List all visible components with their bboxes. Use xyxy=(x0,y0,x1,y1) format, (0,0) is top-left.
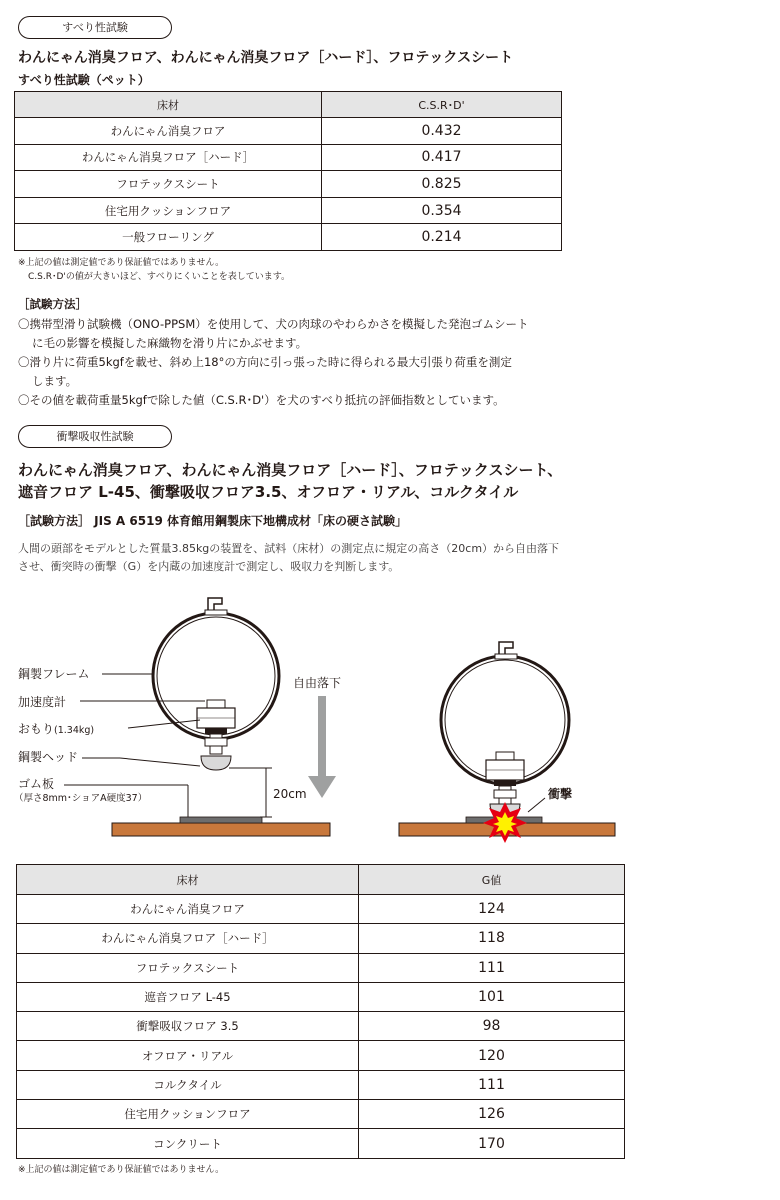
column-header-material: 床材 xyxy=(17,865,359,895)
table-row xyxy=(17,953,625,982)
impact-results-table xyxy=(16,864,625,1159)
impact-note: ※上記の値は測定値であり保証値ではありません。 xyxy=(18,1165,225,1175)
rubber-sheet xyxy=(180,817,262,823)
slip-method-line: 〇滑り片に荷重5kgfを載せ、斜め上18°の方向に引っ張った時に得られる最大引張り荷重を測定 xyxy=(18,355,512,369)
label-steel-head: 鋼製ヘッド xyxy=(18,750,79,764)
slip-section-subtitle: すべり性試験（ペット） xyxy=(18,73,150,87)
material-cell: 一般フローリング xyxy=(15,224,322,251)
label-weight xyxy=(18,720,94,737)
value-cell: 111 xyxy=(359,953,625,982)
apparatus-at-impact xyxy=(399,642,615,843)
slip-method-line: に毛の影響を模擬した麻織物を滑り片にかぶせます。 xyxy=(32,336,308,350)
table-row xyxy=(15,171,562,198)
table-row xyxy=(17,924,625,953)
material-cell: 遮音フロア L-45 xyxy=(17,982,359,1011)
slip-results-table xyxy=(14,91,562,251)
slip-note-2: C.S.R･D'の値が大きいほど、すべりにくいことを表しています。 xyxy=(28,272,290,282)
material-cell: 衝撃吸収フロア 3.5 xyxy=(17,1012,359,1041)
label-free-fall: 自由落下 xyxy=(293,676,342,690)
slip-method-line: 〇その値を載荷重量5kgfで除した値（C.S.R･D'）を犬のすべり抵抗の評価指数としています。 xyxy=(18,393,505,407)
table-row xyxy=(17,1129,625,1158)
material-cell: フロテックスシート xyxy=(15,171,322,198)
value-cell: 111 xyxy=(359,1070,625,1099)
value-cell: 170 xyxy=(359,1129,625,1158)
slip-note-1: ※上記の値は測定値であり保証値ではありません。 xyxy=(18,258,225,268)
impact-section-title: 遮音フロア L-45、衝撃吸収フロア3.5、オフロア・リアル、コルクタイル xyxy=(18,483,519,501)
column-header-g-value: G値 xyxy=(359,865,625,895)
value-cell: 0.432 xyxy=(322,118,562,145)
table-row xyxy=(17,895,625,924)
slip-method-line: 〇携帯型滑り試験機（ONO-PPSM）を使用して、犬の肉球のやわらかさを模擬した発泡ゴムシート xyxy=(18,317,529,331)
table-row xyxy=(15,144,562,171)
value-cell: 120 xyxy=(359,1041,625,1070)
table-row xyxy=(15,118,562,145)
table-row xyxy=(17,1100,625,1129)
table-row xyxy=(17,1070,625,1099)
column-header-material: 床材 xyxy=(15,92,322,118)
value-cell: 0.214 xyxy=(322,224,562,251)
table-row xyxy=(17,982,625,1011)
value-cell: 126 xyxy=(359,1100,625,1129)
material-cell: フロテックスシート xyxy=(17,953,359,982)
table-row xyxy=(15,197,562,224)
impact-description-line: させ、衝突時の衝撃（G）を内蔵の加速度計で測定し、吸収力を判断します。 xyxy=(18,560,400,573)
value-cell: 98 xyxy=(359,1012,625,1041)
impact-method-heading: ［試験方法］ JIS A 6519 体育館用鋼製床下地構成材「床の硬さ試験」 xyxy=(18,514,407,528)
label-weight-name: おもり xyxy=(18,722,55,736)
floor-board xyxy=(112,823,330,836)
value-cell: 0.825 xyxy=(322,171,562,198)
material-cell: わんにゃん消臭フロア［ハード］ xyxy=(15,144,322,171)
value-cell: 0.417 xyxy=(322,144,562,171)
frame-hook xyxy=(208,598,222,610)
steel-head xyxy=(201,756,231,770)
slip-test-badge: すべり性試験 xyxy=(18,16,172,39)
label-accelerometer: 加速度計 xyxy=(18,695,67,709)
label-steel-frame: 鋼製フレーム xyxy=(18,667,90,681)
column-header-csr: C.S.R･D' xyxy=(322,92,562,118)
label-drop-height: 20cm xyxy=(273,787,307,801)
label-impact: 衝撃 xyxy=(548,787,573,801)
material-cell: コルクタイル xyxy=(17,1070,359,1099)
label-rubber-detail: （厚さ8mm･ショアA硬度37） xyxy=(14,793,148,804)
slip-section-title: わんにゃん消臭フロア、わんにゃん消臭フロア［ハード］、フロテックスシート xyxy=(18,50,514,66)
free-fall-arrow xyxy=(308,696,336,798)
slip-method-line: します。 xyxy=(32,374,78,388)
impact-description-line: 人間の頭部をモデルとした質量3.85kgの装置を、試料（床材）の測定点に規定の高さ（20cm）から自由落下 xyxy=(18,542,560,555)
value-cell: 101 xyxy=(359,982,625,1011)
value-cell: 118 xyxy=(359,924,625,953)
material-cell: わんにゃん消臭フロア xyxy=(17,895,359,924)
table-row xyxy=(17,1012,625,1041)
value-cell: 124 xyxy=(359,895,625,924)
table-row xyxy=(17,1041,625,1070)
material-cell: 住宅用クッションフロア xyxy=(17,1100,359,1129)
slip-method-heading: ［試験方法］ xyxy=(18,297,87,311)
label-rubber-sheet: ゴム板 xyxy=(18,777,55,791)
value-cell: 0.354 xyxy=(322,197,562,224)
table-row xyxy=(15,224,562,251)
label-weight-value: (1.34kg) xyxy=(54,725,95,736)
impact-test-badge: 衝撃吸収性試験 xyxy=(18,425,172,448)
impact-section-title: わんにゃん消臭フロア、わんにゃん消臭フロア［ハード］、フロテックスシート、 xyxy=(18,461,563,479)
material-cell: わんにゃん消臭フロア xyxy=(15,118,322,145)
accelerometer xyxy=(207,700,225,708)
material-cell: オフロア・リアル xyxy=(17,1041,359,1070)
material-cell: 住宅用クッションフロア xyxy=(15,197,322,224)
material-cell: コンクリート xyxy=(17,1129,359,1158)
impact-test-diagram xyxy=(0,580,780,850)
material-cell: わんにゃん消臭フロア［ハード］ xyxy=(17,924,359,953)
